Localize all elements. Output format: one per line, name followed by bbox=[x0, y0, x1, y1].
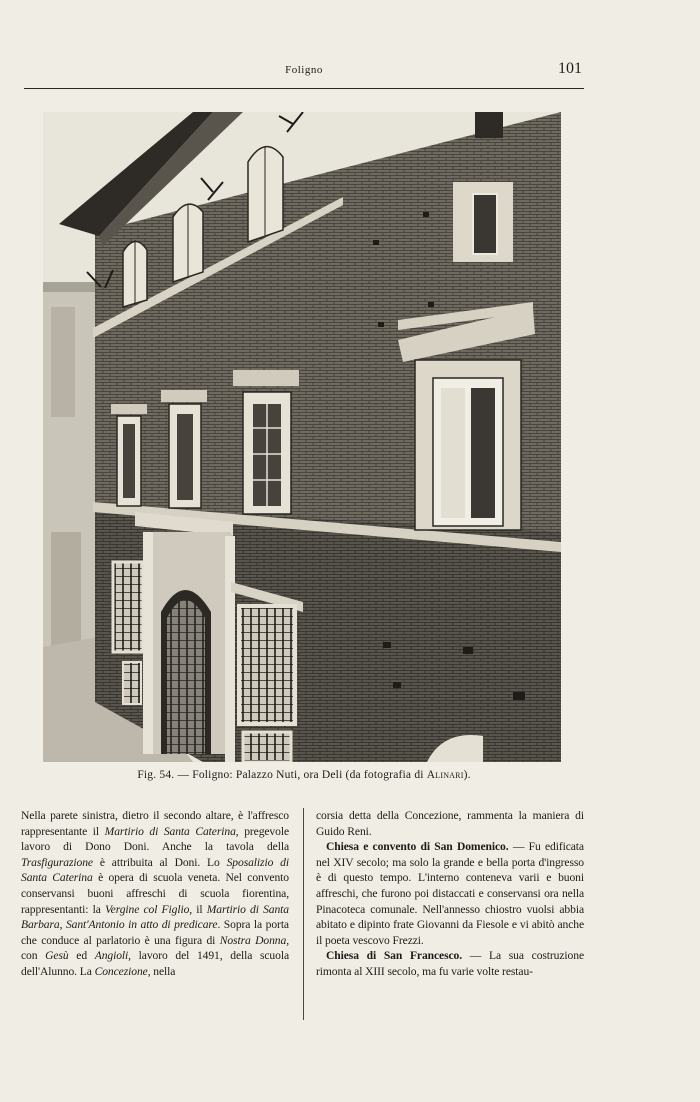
artwork-title: Trasfigurazione bbox=[21, 855, 93, 869]
text-run: , nella bbox=[147, 964, 176, 978]
column-divider bbox=[303, 808, 304, 1020]
text-run: , con bbox=[21, 933, 289, 963]
artwork-title: Sposalizio di Santa Caterina bbox=[21, 855, 289, 885]
caption-suffix: ). bbox=[463, 769, 471, 781]
artwork-title: Martirio di Santa Caterina bbox=[104, 824, 236, 838]
text-run: , lavoro del 1491, della scuola dell'Alunno. La bbox=[21, 949, 289, 978]
artwork-title: Sant'Antonio in atto di predicare bbox=[65, 918, 218, 932]
text-run: — La sua costruzione rimonta al XIII secolo, ma fu varie volte restau- bbox=[316, 949, 584, 978]
paragraph-continuation: corsia detta della Concezione, rammenta la maniera di Guido Reni. bbox=[316, 809, 584, 838]
artwork-title: Vergine col Figlio bbox=[104, 902, 190, 916]
paragraph-left bbox=[21, 808, 289, 980]
artwork-title: Concezione bbox=[94, 964, 148, 978]
section-heading: Chiesa di San Francesco. bbox=[326, 949, 463, 963]
artwork-title: Nostra Donna bbox=[219, 933, 287, 947]
artwork-title: Martirio di Santa Barbara bbox=[21, 902, 289, 932]
text-run: , pregevole lavoro di Dono Doni. Anche la tavola della bbox=[21, 824, 289, 854]
figure-caption bbox=[24, 769, 584, 781]
caption-credit: Alinari bbox=[426, 769, 464, 781]
running-title: Foligno bbox=[285, 64, 323, 76]
palazzo-engraving bbox=[43, 112, 561, 762]
text-run: — Fu edificata nel XIV secolo; ma solo la grande e bella porta d'ingresso è di questo tempo. L'interno conteneva varii e buoni affreschi, che furono poi distaccati e conservansi ora nella Pinacoteca comunale. Nell'annesso chiostro vuolsi abbia abitato e dipinto frate Giovanni da Fiesole e vi abitò anche il poeta vescovo Frezzi. bbox=[316, 840, 584, 947]
artwork-title: Angioli bbox=[94, 949, 129, 963]
page-number: 101 bbox=[558, 60, 582, 77]
text-run: è opera di scuola veneta. Nel convento conservansi buoni affreschi di scuola fiorentina, rappresentanti: la bbox=[21, 871, 289, 916]
paragraph-san-domenico bbox=[316, 839, 584, 948]
paragraph-san-francesco bbox=[316, 948, 584, 979]
figure-photo-palazzo bbox=[43, 112, 561, 762]
artwork-title: Gesù bbox=[45, 949, 69, 963]
text-run: ed bbox=[68, 949, 95, 963]
text-run: , il bbox=[189, 902, 207, 916]
text-run: . Sopra la porta che conduce al parlatorio è una figura di bbox=[21, 918, 289, 947]
running-head bbox=[24, 56, 584, 89]
text-run: , bbox=[59, 918, 66, 932]
caption-prefix: Fig. 54. — Foligno: Palazzo Nuti, ora Deli (da fotografia di bbox=[137, 769, 427, 781]
left-column bbox=[21, 808, 289, 980]
text-run: è attribuita al Doni. Lo bbox=[92, 855, 227, 869]
right-column bbox=[316, 808, 584, 980]
text-run: Nella parete sinistra, dietro il secondo altare, è l'affresco rappresentante il bbox=[21, 809, 289, 838]
section-heading: Chiesa e convento di San Domenico. bbox=[326, 840, 509, 854]
